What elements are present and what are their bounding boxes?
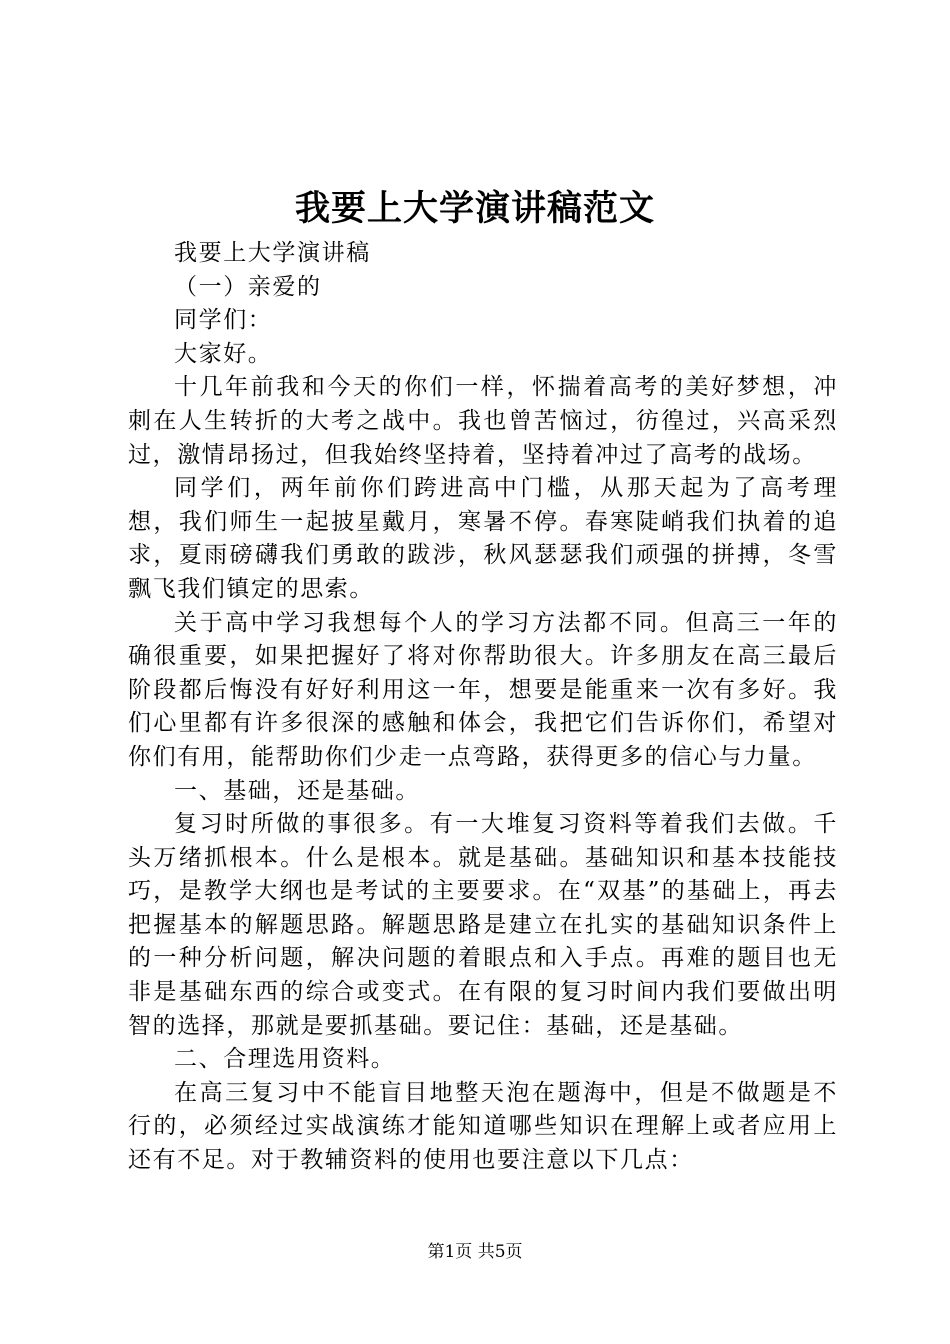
- page-number-footer: 第1页 共5页: [427, 1242, 523, 1262]
- paragraph: 在高三复习中不能盲目地整天泡在题海中，但是不做题是不行的，必须经过实战演练才能知道哪些知识在理解上或者应用上还有不足。对于教辅资料的使用也要注意以下几点：: [128, 1079, 838, 1174]
- document-body: [128, 237, 838, 1178]
- paragraph: 同学们，两年前你们跨进高中门槛，从那天起为了高考理想，我们师生一起披星戴月，寒暑不停。春寒陡峭我们执着的追求，夏雨磅礴我们勇敢的跋涉，秋风瑟瑟我们顽强的拼搏，冬雪飘飞我们镇定的思索。: [128, 475, 838, 602]
- paragraph: 复习时所做的事很多。有一大堆复习资料等着我们去做。千头万绪抓根本。什么是根本。就是基础。基础知识和基本技能技巧，是教学大纲也是考试的主要要求。在“双基”的基础上，再去把握基本的解题思路。解题思路是建立在扎实的基础知识条件上的一种分析问题，解决问题的着眼点和入手点。再难的题目也无非是基础东西的综合或变式。在有限的复习时间内我们要做出明智的选择，那就是要抓基础。要记住：基础，还是基础。: [128, 811, 838, 1039]
- paragraph: 十几年前我和今天的你们一样，怀揣着高考的美好梦想，冲刺在人生转折的大考之战中。我也曾苦恼过，彷徨过，兴高采烈过，激情昂扬过，但我始终坚持着，坚持着冲过了高考的战场。: [128, 374, 838, 468]
- document-title: 我要上大学演讲稿范文: [294, 188, 655, 229]
- paragraph: 同学们：: [174, 307, 273, 334]
- paragraph: 大家好。: [174, 340, 273, 367]
- paragraph: 我要上大学演讲稿: [174, 240, 371, 266]
- section-heading: 一、基础，还是基础。: [174, 777, 420, 804]
- section-heading: 二、合理选用资料。: [174, 1046, 396, 1073]
- paragraph: （一）亲爱的: [174, 273, 322, 300]
- paragraph: 关于高中学习我想每个人的学习方法都不同。但高三一年的确很重要，如果把握好了将对你帮助很大。许多朋友在高三最后阶段都后悔没有好好利用这一年，想要是能重来一次有多好。我们心里都有许多很深的感触和体会，我把它们告诉你们，希望对你们有用，能帮助你们少走一点弯路，获得更多的信心与力量。: [128, 609, 838, 770]
